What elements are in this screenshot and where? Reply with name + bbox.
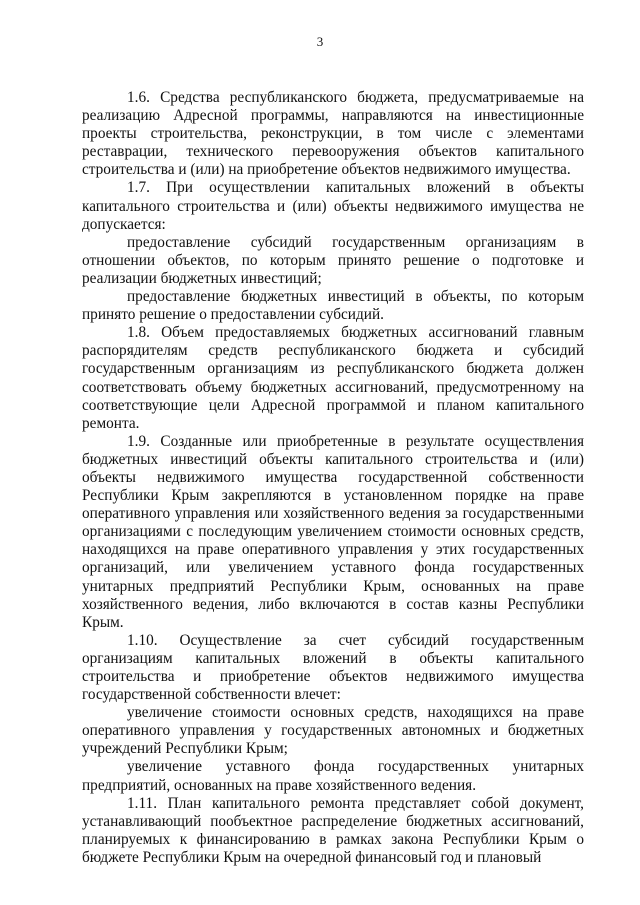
paragraph-1-10-item-2: увеличение уставного фонда государственных унитарных предприятий, основанных на праве хозяйственного ведения.: [82, 758, 584, 794]
paragraph-1-10-item-1: увеличение стоимости основных средств, находящихся на праве оперативного управления у государственных автономных и бюджетных учреждений Республики Крым;: [82, 704, 584, 758]
paragraph-1-7-item-2: предоставление бюджетных инвестиций в объекты, по которым принято решение о предоставлении субсидий.: [82, 288, 584, 324]
paragraph-1-7-item-1: предоставление субсидий государственным организациям в отношении объектов, по которым принято решение о подготовке и реализации бюджетных инвестиций;: [82, 233, 584, 287]
paragraph-1-7: 1.7. При осуществлении капитальных вложений в объекты капитального строительства и (или) объекты недвижимого имущества не допускается:: [82, 179, 584, 233]
document-body: [82, 89, 584, 867]
paragraph-1-11: 1.11. План капитального ремонта представляет собой документ, устанавливающий пообъектное распределение бюджетных ассигнований, планируемых к финансированию в рамках закона Республики Крым о бюджете Республики Крым на очередной финансовый год и плановый: [82, 794, 584, 866]
paragraph-1-6: 1.6. Средства республиканского бюджета, предусматриваемые на реализацию Адресной программы, направляются на инвестиционные проекты строительства, реконструкции, в том числе с элементами реставрации, технического перевооружения объектов капитального строительства и (или) на приобретение объектов недвижимого имущества.: [82, 89, 584, 179]
paragraph-1-8: 1.8. Объем предоставляемых бюджетных ассигнований главным распорядителям средств республиканского бюджета и субсидий государственным организациям из республиканского бюджета должен соответствовать объему бюджетных ассигнований, предусмотренному на соответствующие цели Адресной программой и планом капитального ремонта.: [82, 324, 584, 432]
page-number: 3: [316, 34, 324, 49]
paragraph-1-9: 1.9. Созданные или приобретенные в результате осуществления бюджетных инвестиций объекты капитального строительства и (или) объекты недвижимого имущества государственной собственности Республики Крым закрепляются в установленном порядке на праве оперативного управления или хозяйственного ведения за государственными организациями с последующим увеличением стоимости основных средств, находящихся на праве оперативного управления у этих государственных организаций, или увеличением уставного фонда государственных унитарных предприятий Республики Крым, основанных на праве хозяйственного ведения, либо включаются в состав казны Республики Крым.: [82, 432, 584, 631]
paragraph-1-10: 1.10. Осуществление за счет субсидий государственным организациям капитальных вложений в объекты капитального строительства и приобретение объектов недвижимого имущества государственной собственности влечет:: [82, 631, 584, 704]
